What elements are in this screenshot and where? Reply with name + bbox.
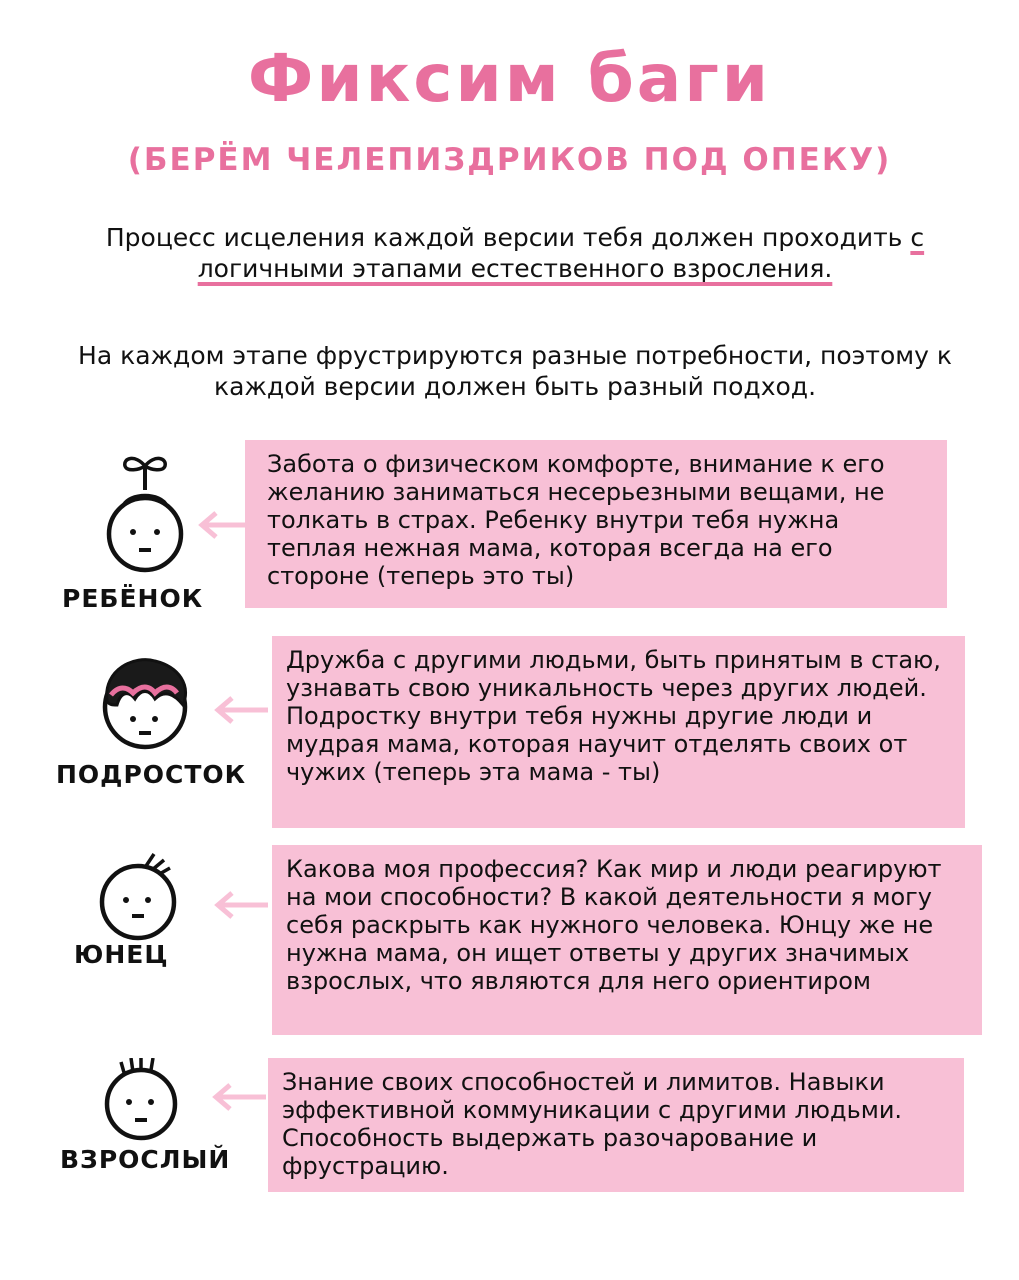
- arrow-youth: [212, 890, 268, 920]
- arrow-left-icon: [196, 510, 252, 540]
- arrow-child: [196, 510, 252, 540]
- intro-text-start: Процесс исцеления каждой версии тебя должен проходить: [105, 223, 911, 252]
- arrow-teen: [212, 695, 268, 725]
- intro-highlight: с логичными этапами естественного взросления.: [197, 223, 925, 283]
- stage-card-child: Забота о физическом комфорте, внимание к его желанию заниматься несерьезными вещами, не толкать в страх. Ребенку внутри тебя нужна теплая нежная мама, которая всегда на его стороне (теперь это ты): [245, 440, 947, 608]
- teen-face-icon: [95, 655, 195, 755]
- page-subtitle: (БЕРЁМ ЧЕЛЕПИЗДРИКОВ ПОД ОПЕКУ): [127, 142, 892, 178]
- stages-note: На каждом этапе фрустрируются разные потребности, поэтому к каждой версии должен быть разный подход.: [78, 341, 952, 401]
- stage-card-adult: Знание своих способностей и лимитов. Навыки эффективной коммуникации с другими людьми. Способность выдержать разочарование и фрустрацию.: [268, 1058, 964, 1192]
- stage-card-youth: Какова моя профессия? Как мир и люди реагируют на мои способности? В какой деятельности я могу себя раскрыть как нужного человека. Юнцу же не нужна мама, он ищет ответы у других значимых взрослых, что являются для него ориентиром: [272, 845, 982, 1035]
- adult-figure: [95, 1058, 195, 1148]
- adult-face-icon: [95, 1058, 195, 1148]
- arrow-adult: [210, 1082, 266, 1112]
- arrow-left-icon: [212, 890, 268, 920]
- stage-card-teen: Дружба с другими людьми, быть принятым в стаю, узнавать свою уникальность через других людей. Подростку внутри тебя нужны другие люди и мудрая мама, которая научит отделять своих от чужих (теперь эта мама - ты): [272, 636, 965, 828]
- stage-label-teen: ПОДРОСТОК: [56, 760, 247, 789]
- intro-text: [100, 222, 930, 284]
- stage-label-youth: ЮНЕЦ: [74, 940, 169, 969]
- youth-figure: [88, 852, 188, 942]
- teen-figure: [95, 655, 195, 755]
- stage-label-adult: ВЗРОСЛЫЙ: [60, 1145, 231, 1174]
- child-figure: [95, 450, 195, 580]
- child-face-icon: [95, 450, 195, 580]
- youth-face-icon: [88, 852, 188, 942]
- arrow-left-icon: [212, 695, 268, 725]
- page-title: Фиксим баги: [247, 40, 772, 117]
- arrow-left-icon: [210, 1082, 266, 1112]
- stage-label-child: РЕБЁНОК: [62, 584, 204, 613]
